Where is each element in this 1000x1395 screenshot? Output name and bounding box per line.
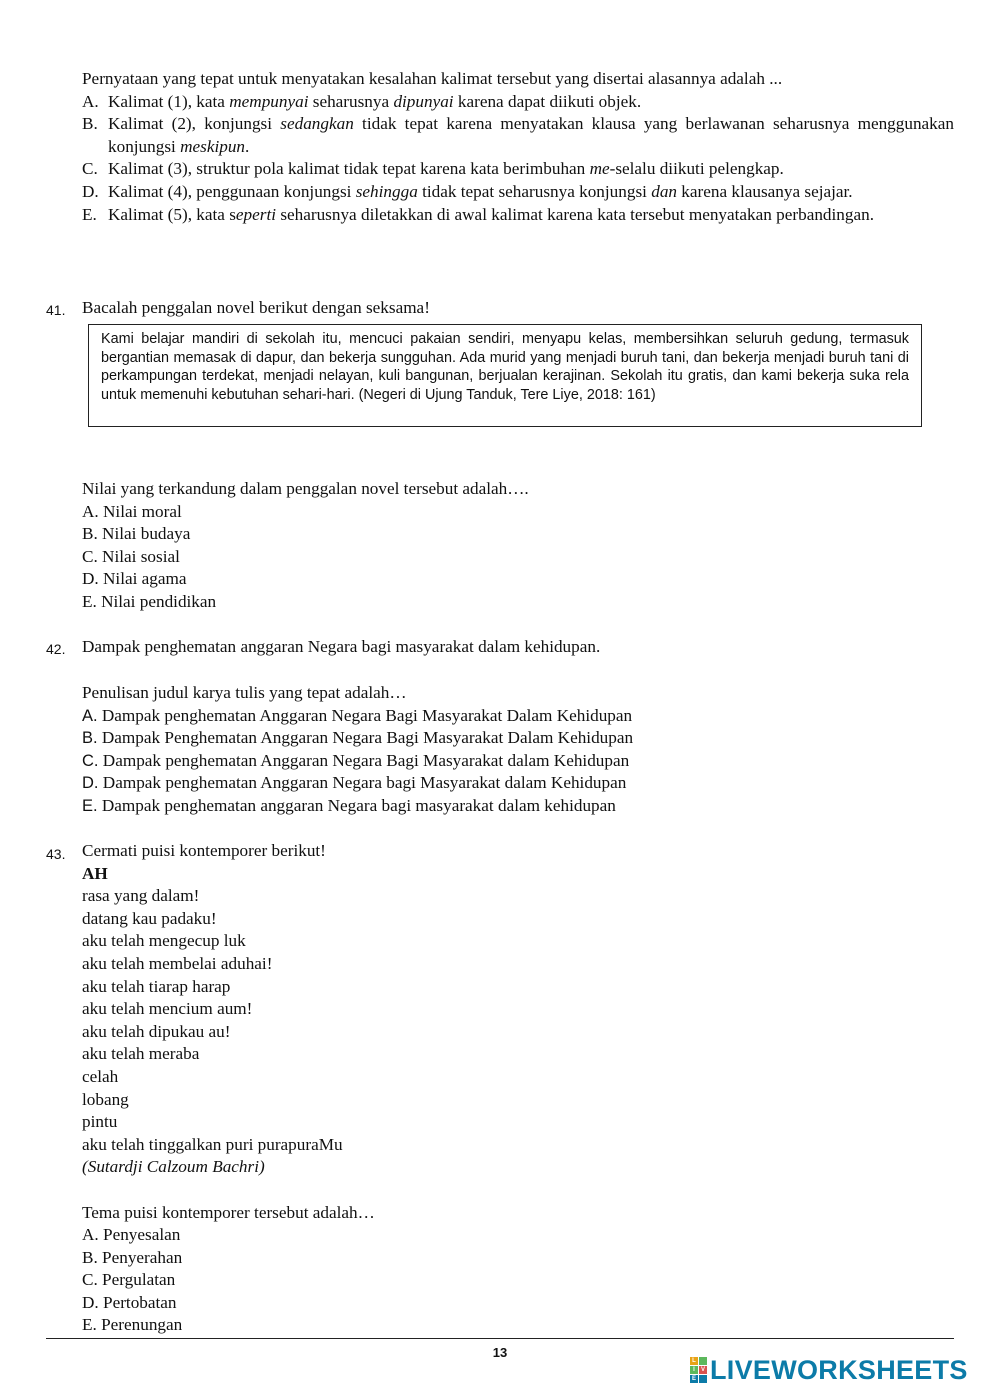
- question-42-statement: Dampak penghematan anggaran Negara bagi masyarakat dalam kehidupan.: [82, 637, 601, 656]
- brand-icon-tile: L: [690, 1357, 698, 1365]
- option-42-b: B. Dampak Penghematan Anggaran Negara Bagi Masyarakat Dalam Kehidupan: [82, 728, 634, 748]
- poem-line: aku telah tinggalkan puri purapuraMu: [82, 1134, 343, 1154]
- question-40-stem: Pernyataan yang tepat untuk menyatakan kesalahan kalimat tersebut yang disertai alasannya adalah ...: [82, 69, 783, 88]
- poem-author: (Sutardji Calzoum Bachri): [82, 1157, 265, 1177]
- poem-line: aku telah tiarap harap: [82, 976, 231, 996]
- question-43-instruction: Cermati puisi kontemporer berikut!: [82, 841, 326, 860]
- liveworksheets-wordmark: LIVEWORKSHEETS: [710, 1354, 968, 1385]
- option-43-d: D. Pertobatan: [82, 1292, 177, 1312]
- option-42-c: C. Dampak penghematan Anggaran Negara Bagi Masyarakat dalam Kehidupan: [82, 750, 630, 770]
- poem-line: aku telah mengecup luk: [82, 931, 246, 951]
- brand-icon-tile: [699, 1375, 707, 1383]
- option-40-a: A. Kalimat (1), kata mempunyai seharusnya dipunyai karena dapat diikuti objek.: [82, 91, 642, 111]
- poem-line: lobang: [82, 1089, 129, 1109]
- novel-passage-box: Kami belajar mandiri di sekolah itu, mencuci pakaian sendiri, menyapu kelas, membersihkan seluruh gedung, termasuk bergantian memasak di dapur, dan bekerja sungguhan. Ada murid yang menjadi buruh tani, dan bekerja menjadi buruh tani di perkampungan terdekat, menjadi nelayan, kuli bangunan, berjualan kerajinan. Sekolah itu gratis, dan kami bekerja suka rela untuk memenuhi kebutuhan sehari-hari. (Negeri di Ujung Tanduk, Tere Liye, 2018: 161): [88, 324, 922, 427]
- option-43-b: B. Penyerahan: [82, 1247, 183, 1267]
- option-41-d: D. Nilai agama: [82, 569, 187, 589]
- question-43-number: 43.: [46, 846, 66, 862]
- poem-line: rasa yang dalam!: [82, 886, 200, 906]
- question-41-text: Nilai yang terkandung dalam penggalan novel tersebut adalah….: [82, 479, 529, 498]
- option-40-e: E. Kalimat (5), kata seperti seharusnya diletakkan di awal kalimat karena kata tersebut menyatakan perbandingan.: [82, 204, 874, 224]
- question-40: [82, 68, 954, 226]
- poem-line: celah: [82, 1066, 119, 1086]
- brand-icon-tile: I: [690, 1366, 698, 1374]
- question-42-body: [82, 682, 633, 818]
- footer-divider: [46, 1338, 954, 1339]
- option-41-c: C. Nilai sosial: [82, 546, 180, 566]
- question-42-text: Penulisan judul karya tulis yang tepat adalah…: [82, 683, 407, 702]
- option-41-a: A. Nilai moral: [82, 501, 182, 521]
- question-43-body: [82, 840, 375, 1337]
- spacer: [82, 1179, 375, 1202]
- option-40-c: C. Kalimat (3), struktur pola kalimat tidak tepat karena kata berimbuhan me-selalu diikuti pelengkap.: [82, 159, 784, 179]
- question-41-instruction: Bacalah penggalan novel berikut dengan seksama!: [82, 298, 430, 317]
- brand-icon-tile: E: [691, 1376, 696, 1382]
- poem-title: AH: [82, 863, 108, 883]
- option-43-a: A. Penyesalan: [82, 1225, 181, 1245]
- liveworksheets-logo[interactable]: [690, 1353, 968, 1387]
- option-41-b: B. Nilai budaya: [82, 524, 191, 544]
- question-42-number: 42.: [46, 641, 66, 657]
- question-43-text: Tema puisi kontemporer tersebut adalah…: [82, 1202, 375, 1222]
- option-42-a: A. Dampak penghematan Anggaran Negara Bagi Masyarakat Dalam Kehidupan: [82, 705, 633, 725]
- option-42-e: E. Dampak penghematan anggaran Negara bagi masyarakat dalam kehidupan: [82, 795, 616, 815]
- poem-line: datang kau padaku!: [82, 908, 217, 928]
- poem-line: aku telah dipukau au!: [82, 1021, 231, 1041]
- option-42-d: D. Dampak penghematan Anggaran Negara bagi Masyarakat dalam Kehidupan: [82, 773, 627, 793]
- option-43-c: C. Pergulatan: [82, 1270, 176, 1290]
- option-40-d: D. Kalimat (4), penggunaan konjungsi sehingga tidak tepat seharusnya konjungsi dan karena klausanya sejajar.: [82, 181, 853, 201]
- option-41-e: E. Nilai pendidikan: [82, 591, 217, 611]
- poem-line: aku telah meraba: [82, 1044, 200, 1064]
- poem-line: aku telah mencium aum!: [82, 999, 253, 1019]
- page-number: 13: [492, 1345, 508, 1360]
- poem-line: pintu: [82, 1112, 118, 1132]
- question-41-body: [82, 478, 529, 614]
- liveworksheets-icon: [690, 1357, 707, 1383]
- brand-icon-tile: V: [700, 1367, 705, 1373]
- brand-icon-tile: [699, 1357, 707, 1365]
- option-40-b: B. Kalimat (2), konjungsi sedangkan tidak tepat karena menyatakan klausa yang berlawanan seharusnya menggunakan konjungsi meskipun.: [82, 114, 954, 156]
- poem-line: aku telah membelai aduhai!: [82, 953, 273, 973]
- option-43-e: E. Perenungan: [82, 1315, 183, 1335]
- question-41-number: 41.: [46, 302, 66, 318]
